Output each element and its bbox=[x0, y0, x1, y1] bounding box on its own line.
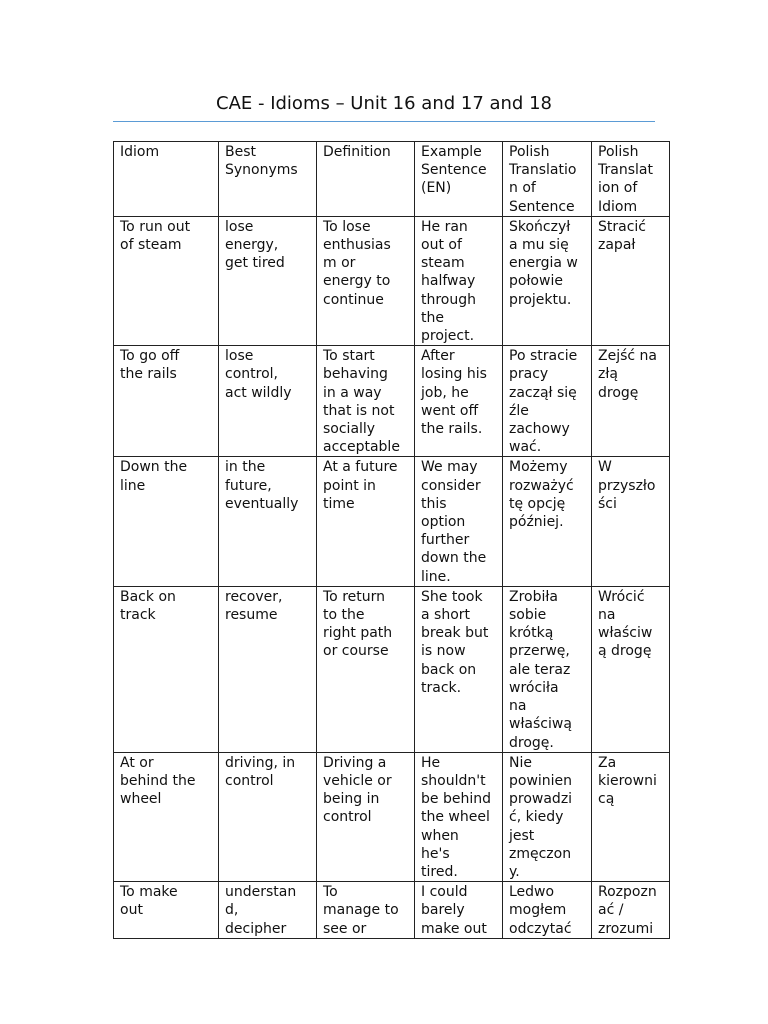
definition-cell: To start behaving in a way that is not socially acceptable bbox=[317, 346, 415, 457]
synonyms-cell: lose energy, get tired bbox=[219, 216, 317, 345]
example-cell: After losing his job, he went off the rails. bbox=[415, 346, 503, 457]
polish-sentence-cell: Skończył a mu się energia w połowie projektu. bbox=[503, 216, 592, 345]
header-cell: Definition bbox=[317, 142, 415, 217]
idiom-cell: Back on track bbox=[114, 586, 219, 752]
polish-idiom-cell: W przyszło ści bbox=[592, 457, 670, 586]
polish-idiom-cell: Zejść na złą drogę bbox=[592, 346, 670, 457]
idiom-cell: At or behind the wheel bbox=[114, 752, 219, 881]
idiom-cell: To go off the rails bbox=[114, 346, 219, 457]
header-cell: Idiom bbox=[114, 142, 219, 217]
polish-sentence-cell: Zrobiła sobie krótką przerwę, ale teraz wróciła na właściwą drogę. bbox=[503, 586, 592, 752]
synonyms-cell: lose control, act wildly bbox=[219, 346, 317, 457]
header-cell: Polish Translat ion of Idiom bbox=[592, 142, 670, 217]
polish-sentence-cell: Nie powinien prowadzi ć, kiedy jest zmęczon y. bbox=[503, 752, 592, 881]
synonyms-cell: understan d, decipher bbox=[219, 882, 317, 939]
idiom-cell: To run out of steam bbox=[114, 216, 219, 345]
example-cell: She took a short break but is now back on track. bbox=[415, 586, 503, 752]
title-underline bbox=[113, 121, 655, 122]
polish-idiom-cell: Stracić zapał bbox=[592, 216, 670, 345]
header-cell: Example Sentence (EN) bbox=[415, 142, 503, 217]
example-cell: I could barely make out bbox=[415, 882, 503, 939]
table-row bbox=[114, 586, 670, 752]
polish-sentence-cell: Możemy rozważyć tę opcję później. bbox=[503, 457, 592, 586]
table-row bbox=[114, 882, 670, 939]
table-row bbox=[114, 752, 670, 881]
table-header-row bbox=[114, 142, 670, 217]
table-row bbox=[114, 216, 670, 345]
example-cell: He ran out of steam halfway through the project. bbox=[415, 216, 503, 345]
polish-idiom-cell: Za kierowni cą bbox=[592, 752, 670, 881]
synonyms-cell: in the future, eventually bbox=[219, 457, 317, 586]
idiom-cell: Down the line bbox=[114, 457, 219, 586]
table-row bbox=[114, 346, 670, 457]
definition-cell: To manage to see or bbox=[317, 882, 415, 939]
polish-sentence-cell: Ledwo mogłem odczytać bbox=[503, 882, 592, 939]
definition-cell: To lose enthusias m or energy to continue bbox=[317, 216, 415, 345]
idioms-table bbox=[113, 141, 670, 939]
definition-cell: Driving a vehicle or being in control bbox=[317, 752, 415, 881]
example-cell: He shouldn't be behind the wheel when he's tired. bbox=[415, 752, 503, 881]
polish-idiom-cell: Rozpozn ać / zrozumi bbox=[592, 882, 670, 939]
idiom-cell: To make out bbox=[114, 882, 219, 939]
header-cell: Polish Translatio n of Sentence bbox=[503, 142, 592, 217]
table-row bbox=[114, 457, 670, 586]
polish-sentence-cell: Po stracie pracy zaczął się źle zachowy wać. bbox=[503, 346, 592, 457]
header-cell: Best Synonyms bbox=[219, 142, 317, 217]
synonyms-cell: recover, resume bbox=[219, 586, 317, 752]
synonyms-cell: driving, in control bbox=[219, 752, 317, 881]
definition-cell: To return to the right path or course bbox=[317, 586, 415, 752]
page-title: CAE - Idioms – Unit 16 and 17 and 18 bbox=[216, 93, 552, 114]
polish-idiom-cell: Wrócić na właściw ą drogę bbox=[592, 586, 670, 752]
example-cell: We may consider this option further down the line. bbox=[415, 457, 503, 586]
definition-cell: At a future point in time bbox=[317, 457, 415, 586]
